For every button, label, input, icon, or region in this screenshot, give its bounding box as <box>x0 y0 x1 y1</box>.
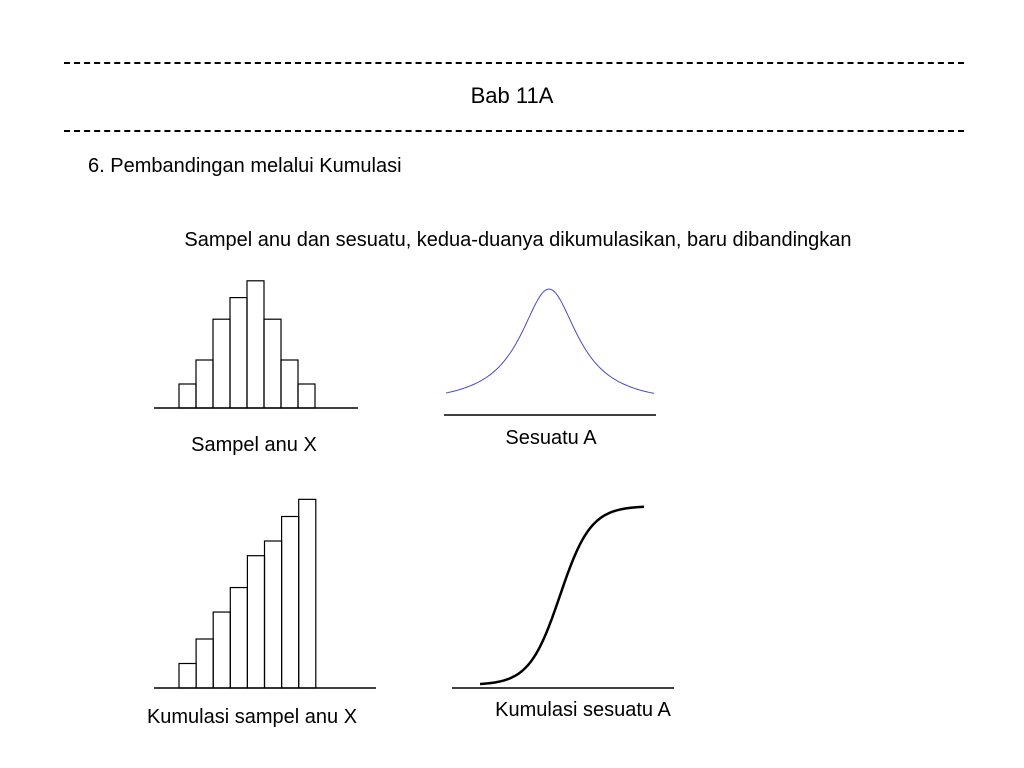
histogram-bar-2 <box>196 360 213 408</box>
cumulative-histogram-sample-x <box>154 499 376 688</box>
bell-curve-line <box>446 289 654 393</box>
cumulative-histogram-caption: Kumulasi sampel anu X <box>146 706 358 728</box>
section-heading: 6. Pembandingan melalui Kumulasi <box>88 155 402 177</box>
cumulative-histogram-bar-6 <box>265 541 282 688</box>
cumulative-histogram-bar-1 <box>179 664 196 689</box>
cumulative-histogram-bar-5 <box>247 556 264 688</box>
curve-caption: Sesuatu A <box>505 427 597 449</box>
histogram-bar-1 <box>179 384 196 408</box>
histogram-bar-8 <box>298 384 315 408</box>
histogram-bar-7 <box>281 360 298 408</box>
cumulative-curve-caption: Kumulasi sesuatu A <box>495 699 671 721</box>
histogram-bar-5 <box>247 281 264 408</box>
cumulative-histogram-bar-8 <box>299 499 316 688</box>
description-text: Sampel anu dan sesuatu, kedua-duanya dikumulasikan, baru dibandingkan <box>184 229 852 251</box>
histogram-bar-4 <box>230 298 247 408</box>
cumulative-histogram-bar-4 <box>230 588 247 688</box>
histogram-bar-3 <box>213 319 230 408</box>
histogram-sample-x <box>154 281 358 408</box>
cumulative-histogram-bar-2 <box>196 639 213 688</box>
histogram-bar-6 <box>264 319 281 408</box>
cumulative-histogram-bar-3 <box>213 612 230 688</box>
s-curve-line <box>480 507 644 684</box>
cumulative-curve-a <box>452 507 674 688</box>
slide-title: Bab 11A <box>470 83 554 108</box>
cumulative-histogram-bar-7 <box>282 517 299 689</box>
bell-curve-a <box>444 289 656 415</box>
histogram-caption: Sampel anu X <box>191 434 317 456</box>
